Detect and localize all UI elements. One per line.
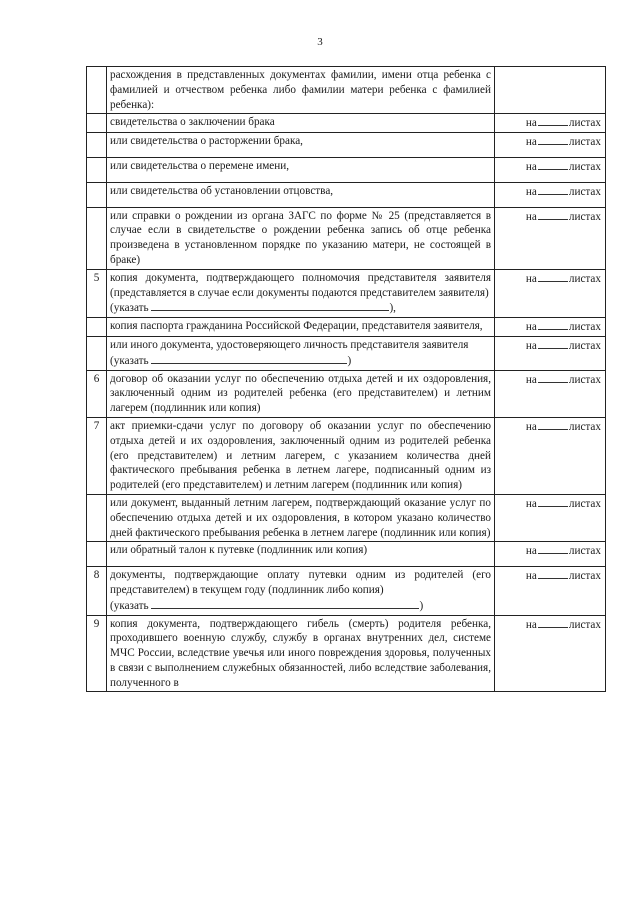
row-number: [87, 67, 107, 114]
row-description: договор об оказании услуг по обеспечению отдыха детей и их оздоровления, заключенный одним из родителей ребенка (его представителем) и летним лагерем (подлинник или копия): [107, 370, 495, 417]
row-number: 5: [87, 269, 107, 317]
row-number: [87, 494, 107, 541]
table-row: [87, 336, 606, 370]
row-description: или иного документа, удостоверяющего личность представителя заявителя: [110, 338, 469, 351]
table-row: [87, 207, 606, 269]
sheets-suffix: листах: [568, 210, 601, 223]
specify-blank[interactable]: [151, 300, 389, 311]
sheets-suffix: листах: [568, 117, 601, 130]
sheets-prefix: на: [525, 136, 537, 149]
sheets-suffix: листах: [568, 618, 601, 631]
documents-table: [86, 66, 606, 692]
sheets-count-cell: [495, 336, 606, 370]
specify-line: [110, 598, 491, 614]
row-number: [87, 114, 107, 133]
table-row: [87, 370, 606, 417]
row-description: или свидетельства о расторжении брака,: [107, 133, 495, 158]
sheets-count-cell: [495, 157, 606, 182]
sheets-suffix: листах: [568, 272, 601, 285]
table-row: [87, 318, 606, 337]
sheets-blank[interactable]: [538, 159, 568, 170]
row-description: или обратный талон к путевке (подлинник или копия): [107, 542, 495, 567]
sheets-blank[interactable]: [538, 271, 568, 282]
table-row: [87, 567, 606, 615]
sheets-blank[interactable]: [538, 617, 568, 628]
row-number: 7: [87, 417, 107, 494]
table-row: [87, 269, 606, 317]
specify-line: [110, 300, 491, 316]
row-description: или свидетельства о перемене имени,: [107, 157, 495, 182]
table-row: [87, 114, 606, 133]
row-description: или документ, выданный летним лагерем, подтверждающий оказание услуг по обеспечению отдыха детей и их оздоровления, в котором указано количество дней фактического пребывания ребенка в летнем лагере (подлинник или копия): [107, 494, 495, 541]
sheets-prefix: на: [525, 117, 537, 130]
row-description-cell: [107, 336, 495, 370]
row-description: копия паспорта гражданина Российской Федерации, представителя заявителя,: [107, 318, 495, 337]
row-number: 9: [87, 615, 107, 692]
row-description: или справки о рождении из органа ЗАГС по форме № 25 (представляется в случае если в свидетельстве о рождении ребенка запись об отце ребенка произведена в установленном порядке по указанию матери, не состоящей в браке): [107, 207, 495, 269]
row-number: [87, 182, 107, 207]
sheets-prefix: на: [525, 185, 537, 198]
row-description: свидетельства о заключении брака: [107, 114, 495, 133]
sheets-prefix: на: [525, 160, 537, 173]
table-row: [87, 494, 606, 541]
row-number: [87, 133, 107, 158]
sheets-blank[interactable]: [538, 338, 568, 349]
specify-label: (указать: [110, 354, 149, 367]
sheets-prefix: на: [525, 570, 537, 583]
row-number: 6: [87, 370, 107, 417]
sheets-blank[interactable]: [538, 372, 568, 383]
row-description: или свидетельства об установлении отцовства,: [107, 182, 495, 207]
sheets-suffix: листах: [568, 420, 601, 433]
sheets-blank[interactable]: [538, 568, 568, 579]
sheets-suffix: листах: [568, 497, 601, 510]
sheets-suffix: листах: [568, 570, 601, 583]
sheets-count-cell: [495, 182, 606, 207]
sheets-blank[interactable]: [538, 496, 568, 507]
specify-blank[interactable]: [151, 353, 347, 364]
sheets-blank[interactable]: [538, 419, 568, 430]
row-description-cell: [107, 567, 495, 615]
row-description: копия документа, подтверждающего полномочия представителя заявителя (представляется в случае если документы подаются представителем заявителя): [110, 271, 491, 299]
sheets-count-cell: [495, 207, 606, 269]
specify-line: [110, 353, 491, 369]
sheets-suffix: листах: [568, 373, 601, 386]
sheets-suffix: листах: [568, 321, 601, 334]
sheets-count-cell: [495, 370, 606, 417]
sheets-blank[interactable]: [538, 319, 568, 330]
row-number: 8: [87, 567, 107, 615]
sheets-suffix: листах: [568, 545, 601, 558]
row-number: [87, 157, 107, 182]
table-row: [87, 67, 606, 114]
sheets-count-cell: [495, 615, 606, 692]
sheets-count-cell: [495, 269, 606, 317]
sheets-prefix: на: [525, 618, 537, 631]
specify-close: ): [419, 599, 424, 612]
sheets-count-cell: [495, 318, 606, 337]
sheets-suffix: листах: [568, 339, 601, 352]
sheets-suffix: листах: [568, 160, 601, 173]
row-description: акт приемки-сдачи услуг по договору об оказании услуг по обеспечению отдыха детей и их оздоровления, заключенный одним из родителей ребенка (его представителем) и летним лагерем, с указанием количества дней фактического пребывания ребенка в летнем лагере, подписанный одним из родителей (его представителем) и летним лагерем (подлинник или копия): [107, 417, 495, 494]
row-number: [87, 207, 107, 269]
page-number: 3: [317, 36, 323, 48]
specify-label: (указать: [110, 302, 149, 315]
table-row: [87, 542, 606, 567]
sheets-prefix: на: [525, 373, 537, 386]
sheets-prefix: на: [525, 497, 537, 510]
row-description-cell: [107, 269, 495, 317]
sheets-prefix: на: [525, 420, 537, 433]
sheets-count-cell: [495, 417, 606, 494]
sheets-blank[interactable]: [538, 115, 568, 126]
sheets-count-cell: [495, 494, 606, 541]
specify-close: ): [347, 354, 352, 367]
sheets-blank[interactable]: [538, 184, 568, 195]
row-number: [87, 318, 107, 337]
specify-label: (указать: [110, 599, 149, 612]
sheets-blank[interactable]: [538, 134, 568, 145]
row-description: документы, подтверждающие оплату путевки одним из родителей (его представителем) в текущем году (подлинник либо копия): [110, 569, 491, 596]
row-description: расхождения в представленных документах фамилии, имени отца ребенка с фамилией и отчеством ребенка либо фамилии матери ребенка с фамилией ребенка):: [107, 67, 495, 114]
sheets-blank[interactable]: [538, 209, 568, 220]
sheets-suffix: листах: [568, 136, 601, 149]
sheets-count-cell: [495, 567, 606, 615]
row-number: [87, 542, 107, 567]
sheets-prefix: на: [525, 210, 537, 223]
sheets-blank[interactable]: [538, 543, 568, 554]
table-row: [87, 133, 606, 158]
specify-close: ),: [389, 302, 396, 315]
table-row: [87, 417, 606, 494]
sheets-cell-empty: [495, 67, 606, 114]
table-row: [87, 182, 606, 207]
sheets-suffix: листах: [568, 185, 601, 198]
sheets-count-cell: [495, 114, 606, 133]
row-number: [87, 336, 107, 370]
sheets-prefix: на: [525, 339, 537, 352]
row-description: копия документа, подтверждающего гибель (смерть) родителя ребенка, проходившего военную службу, службу в органах внутренних дел, системе МЧС России, вследствие увечья или иного повреждения здоровья, полученных в связи с выполнением служебных обязанностей, либо вследствие заболевания, полученного в: [107, 615, 495, 692]
table-row: [87, 615, 606, 692]
sheets-prefix: на: [525, 545, 537, 558]
sheets-count-cell: [495, 133, 606, 158]
sheets-prefix: на: [525, 321, 537, 334]
specify-blank[interactable]: [151, 598, 419, 609]
sheets-prefix: на: [525, 272, 537, 285]
sheets-count-cell: [495, 542, 606, 567]
table-row: [87, 157, 606, 182]
